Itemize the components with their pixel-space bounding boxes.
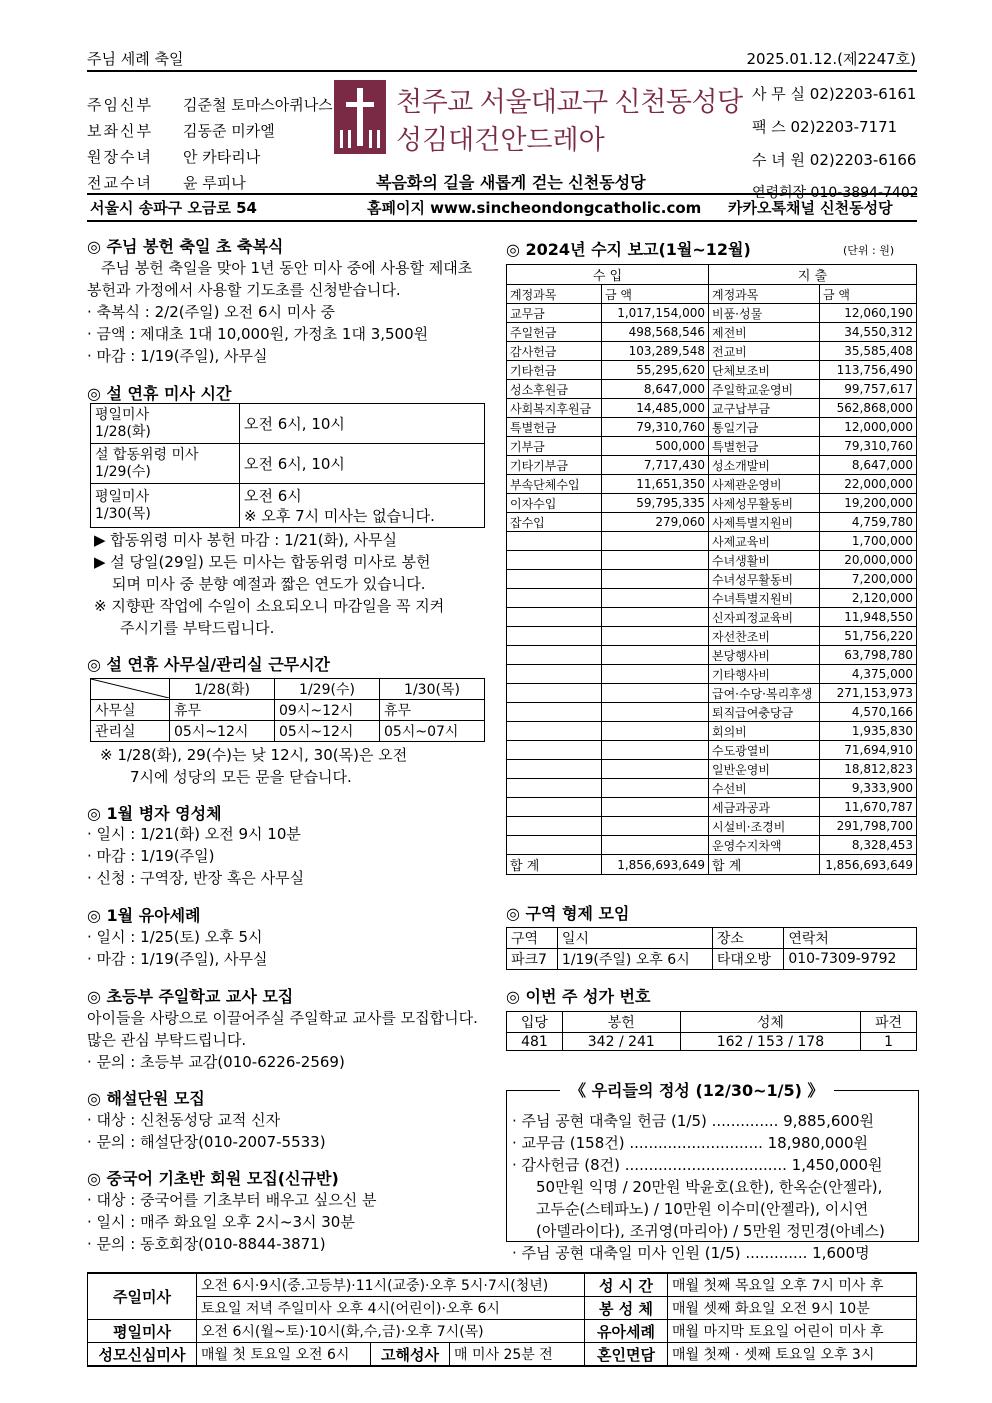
table-row xyxy=(507,608,917,627)
table-cell xyxy=(602,703,709,722)
table-cell: 8,328,453 xyxy=(820,836,917,855)
table-cell xyxy=(507,551,602,570)
table-cell: 평일미사 1/30(목) xyxy=(91,484,240,528)
diagonal-cell xyxy=(91,679,170,700)
table-row xyxy=(507,684,917,703)
section-items: · 일시 : 1/21(화) 오전 9시 10분 · 마감 : 1/19(주일) · 신청 : 구역장, 반장 혹은 사무실 xyxy=(87,825,305,887)
table-cell: 주일헌금 xyxy=(507,323,602,342)
table-cell: 99,757,617 xyxy=(820,380,917,399)
table-cell: 11,948,550 xyxy=(820,608,917,627)
table-cell: 18,812,823 xyxy=(820,760,917,779)
table-cell: 4,375,000 xyxy=(820,665,917,684)
footer-schedule: 주일미사 오전 6시·9시(중.고등부)·11시(교중)·오후 5시·7시(청년) 성 시 간 매월 첫째 목요일 오후 7시 미사 후 토요일 저녁 주일미사 오후 4시(어린이)·오후 6시 봉 성 체 매월 셋째 화요일 오전 9시 10분 평일미사 오전 6시(월~토)·10시(화,수,금)·오후 7시(목) 유아세례 매월 마지막 토요일 어린이 미사 후 성모신심미사 매월 첫 토요일 오전 6시 고해성사 매 미사 25분 전 혼인면담 매월 첫째 · 셋째 토요일 오후 3시 xyxy=(87,1272,917,1367)
table-cell: 평일미사 1/28(화) xyxy=(91,404,240,444)
table-cell xyxy=(602,741,709,760)
table-row xyxy=(507,665,917,684)
top-rule xyxy=(87,70,917,72)
address-rule-bottom xyxy=(87,220,917,222)
table-cell: 수도광열비 xyxy=(709,741,820,760)
table-cell xyxy=(602,589,709,608)
issue-date: 2025.01.12.(제2247호) xyxy=(746,50,916,68)
table-cell: 34,550,312 xyxy=(820,323,917,342)
table-cell: 20,000,000 xyxy=(820,551,917,570)
table-cell xyxy=(602,836,709,855)
offering-lines: · 주님 공현 대축일 헌금 (1/5) .............. 9,885,600원 · 교무금 (158건) ............................ 18,980,000원 · 감사헌금 (8건) .................................. 1,450,000원 50만원 익명 / 20만원 박윤호(요한), 한옥순(안젤라), 고두순(스테파노) / 10만원 이수미(안젤라), 이시연 (아델라이다), 조귀영(마리아) / 5만원 정민경(아녜스) · 주님 공현 대축일 미사 인원 (1/5) ............. 1,600명 xyxy=(512,1112,885,1262)
mass-notes: ▶ 합동위령 미사 봉헌 마감 : 1/21(화), 사무실 ▶ 설 당일(29일) 모든 미사는 합동위령 미사로 봉헌 되며 미사 중 분향 예절과 짧은 연도가 있습니다. ※ 지향판 작업에 수일이 소요되오니 마감일을 꼭 지켜 주시기를 부탁드립니다. xyxy=(94,531,445,637)
table-cell: 일반운영비 xyxy=(709,760,820,779)
table-cell: 63,798,780 xyxy=(820,646,917,665)
table-cell: 291,798,700 xyxy=(820,817,917,836)
table-cell: 기타기부금 xyxy=(507,456,602,475)
section-title: ◎ 1월 병자 영성체 xyxy=(87,804,222,823)
table-cell: 4,570,166 xyxy=(820,703,917,722)
table-cell: 자선찬조비 xyxy=(709,627,820,646)
table-cell: 55,295,620 xyxy=(602,361,709,380)
clergy-list xyxy=(87,92,333,196)
clergy-row: 전교수녀 윤 루피나 xyxy=(87,174,246,192)
table-cell: 이자수입 xyxy=(507,494,602,513)
table-cell: 1,935,830 xyxy=(820,722,917,741)
table-row xyxy=(507,779,917,798)
kakao-channel[interactable]: 카카오톡채널 신천동성당 xyxy=(728,199,893,217)
table-cell: 수녀생활비 xyxy=(709,551,820,570)
table-cell: 특별헌금 xyxy=(507,418,602,437)
table-cell xyxy=(507,703,602,722)
table-cell xyxy=(507,608,602,627)
table-cell: 교구납부금 xyxy=(709,399,820,418)
table-cell: 113,756,490 xyxy=(820,361,917,380)
table-cell: 설 합동위령 미사 1/29(수) xyxy=(91,444,240,484)
table-cell xyxy=(602,608,709,627)
section-title: ◎ 이번 주 성가 번호 xyxy=(506,987,651,1006)
table-cell: 주일학교운영비 xyxy=(709,380,820,399)
table-cell: 79,310,760 xyxy=(820,437,917,456)
table-cell: 기타헌금 xyxy=(507,361,602,380)
table-row xyxy=(507,646,917,665)
table-cell xyxy=(602,817,709,836)
table-cell: 562,868,000 xyxy=(820,399,917,418)
table-row xyxy=(507,494,917,513)
table-cell xyxy=(507,684,602,703)
clergy-row: 주임신부 김준철 토마스아퀴나스 xyxy=(87,96,333,114)
table-cell: 71,694,910 xyxy=(820,741,917,760)
table-cell: 11,670,787 xyxy=(820,798,917,817)
table-cell: 본당행사비 xyxy=(709,646,820,665)
table-cell xyxy=(602,570,709,589)
mass-time-table xyxy=(90,403,485,528)
table-cell: 전교비 xyxy=(709,342,820,361)
table-row xyxy=(507,570,917,589)
table-cell: 퇴직급여충당금 xyxy=(709,703,820,722)
table-cell: 279,060 xyxy=(602,513,709,532)
district-table: 구역 일시 장소 연락처 파크7 1/19(주일) 오후 6시 타대오방 010-7309-9792 xyxy=(506,927,917,970)
section-items: · 축복식 : 2/2(주일) 오전 6시 미사 중 · 금액 : 제대초 1대 10,000원, 가정초 1대 3,500원 · 마감 : 1/19(주일), 사무실 xyxy=(87,303,429,365)
table-cell: 271,153,973 xyxy=(820,684,917,703)
table-cell: 8,647,000 xyxy=(602,380,709,399)
table-row xyxy=(507,437,917,456)
table-cell: 103,289,548 xyxy=(602,342,709,361)
table-cell: 사제관운영비 xyxy=(709,475,820,494)
section-items: · 대상 : 신천동성당 교적 신자 · 문의 : 해설단장(010-2007-5533) xyxy=(87,1111,326,1151)
table-row xyxy=(507,399,917,418)
table-cell: 1,700,000 xyxy=(820,532,917,551)
table-cell xyxy=(602,722,709,741)
table-row xyxy=(507,513,917,532)
table-cell: 수선비 xyxy=(709,779,820,798)
table-cell xyxy=(507,570,602,589)
table-row xyxy=(507,456,917,475)
table-cell: 51,756,220 xyxy=(820,627,917,646)
contact-funeral: 연령회장 010-3894-7402 xyxy=(752,185,919,201)
table-cell: 7,200,000 xyxy=(820,570,917,589)
table-cell xyxy=(602,760,709,779)
table-cell: 신자피정교육비 xyxy=(709,608,820,627)
feast-name: 주님 세례 축일 xyxy=(87,50,184,68)
table-cell: 22,000,000 xyxy=(820,475,917,494)
table-cell: 운영수지차액 xyxy=(709,836,820,855)
table-cell: 오전 6시 ※ 오후 7시 미사는 없습니다. xyxy=(240,484,485,528)
table-cell xyxy=(507,589,602,608)
table-cell xyxy=(507,722,602,741)
table-cell xyxy=(602,551,709,570)
table-row xyxy=(507,361,917,380)
table-cell xyxy=(507,836,602,855)
table-cell: 4,759,780 xyxy=(820,513,917,532)
table-cell: 수녀성무활동비 xyxy=(709,570,820,589)
table-cell xyxy=(602,684,709,703)
table-cell xyxy=(602,779,709,798)
table-row xyxy=(507,418,917,437)
clergy-row: 보좌신부 김동준 미카엘 xyxy=(87,122,275,140)
contact-fax: 팩 스 02)2203-7171 xyxy=(752,118,898,136)
table-cell: 7,717,430 xyxy=(602,456,709,475)
section-title: ◎ 설 연휴 사무실/관리실 근무시간 xyxy=(87,655,331,674)
table-cell xyxy=(602,532,709,551)
table-cell: 세금과공과 xyxy=(709,798,820,817)
table-cell: 59,795,335 xyxy=(602,494,709,513)
table-cell xyxy=(507,646,602,665)
table-cell xyxy=(507,798,602,817)
table-cell xyxy=(507,627,602,646)
table-cell: 사제성무활동비 xyxy=(709,494,820,513)
table-cell: 11,651,350 xyxy=(602,475,709,494)
address: 서울시 송파구 오금로 54 xyxy=(90,199,257,217)
office-note: ※ 1/28(화), 29(수)는 낮 12시, 30(목)은 오전 7시에 성당의 모든 문을 닫습니다. xyxy=(100,746,408,786)
address-rule-top xyxy=(87,193,917,195)
table-cell: 14,485,000 xyxy=(602,399,709,418)
table-cell: 79,310,760 xyxy=(602,418,709,437)
section-title: ◎ 설 연휴 미사 시간 xyxy=(87,384,232,403)
section-title: ◎ 주님 봉헌 축일 초 축복식 xyxy=(87,237,284,256)
table-cell: 기타행사비 xyxy=(709,665,820,684)
contact-convent: 수 녀 원 02)2203-6166 xyxy=(752,151,917,169)
table-row xyxy=(507,817,917,836)
table-cell: 35,585,408 xyxy=(820,342,917,361)
section-title: ◎ 1월 유아세례 xyxy=(87,906,201,925)
section-items: · 문의 : 초등부 교감(010-6226-2569) xyxy=(87,1053,345,1071)
section-title: ◎ 초등부 주일학교 교사 모집 xyxy=(87,987,294,1006)
section-intro: 주님 봉헌 축일을 맞아 1년 동안 미사 중에 사용할 제대초 봉헌과 가정에서 사용할 기도초를 신청받습니다. xyxy=(87,259,473,299)
table-cell xyxy=(507,532,602,551)
table-row xyxy=(507,836,917,855)
table-row xyxy=(507,589,917,608)
church-logo xyxy=(334,80,386,154)
table-row xyxy=(507,551,917,570)
table-cell: 성소개발비 xyxy=(709,456,820,475)
table-row xyxy=(507,532,917,551)
table-cell: 1,017,154,000 xyxy=(602,304,709,323)
table-cell: 통일기금 xyxy=(709,418,820,437)
church-name: 천주교 서울대교구 신천동성당 xyxy=(396,87,743,117)
clergy-row: 원장수녀 안 카타리나 xyxy=(87,148,261,166)
table-row xyxy=(507,380,917,399)
table-row xyxy=(507,760,917,779)
table-cell xyxy=(507,741,602,760)
table-row xyxy=(507,741,917,760)
contact-list xyxy=(752,78,919,210)
table-cell: 12,060,190 xyxy=(820,304,917,323)
section-title: ◎ 중국어 기초반 회원 모집(신규반) xyxy=(87,1169,339,1188)
table-cell: 12,000,000 xyxy=(820,418,917,437)
table-cell: 성소후원금 xyxy=(507,380,602,399)
table-cell: 잡수입 xyxy=(507,513,602,532)
table-cell: 사회복지후원금 xyxy=(507,399,602,418)
table-cell: 9,333,900 xyxy=(820,779,917,798)
finance-table: 수 입 지 출 계정과목 금 액 계정과목 금 액 교무금 1,017,154,000 비품·성물 12,060,190 주일헌금 498,568,546 제전비 34,550,312 감사헌금 103,289,548 전교비 35,585,408 기타헌금 55,295,620 단체보조비 113,756,490 성소후원금 8,647,000 주일학교운영비 99,757,617 사회복지후원금 14,485,000 교구납부금 562,868,000 특별헌금 79,310,760 통일기금 12,000,000 기부금 500,000 특별헌금 79,310,760 기타기부금 7,717,430 성소개발비 8,647,000 부속단체수입 11,651,350 사제관운영비 22,000,000 이자수입 59,795,335 사제성무활동비 19,200,000 잡수입 279,060 사제특별지원비 4,759,780 사제교육비 1,700,000 수녀생활비 20,000,000 수녀성무활동비 7,200,000 수녀특별지원비 2,120,000 신자피정교육비 11,948,550 자선찬조비 51,756,220 본당행사비 63,798,780 기타행사비 4,375,000 급여·수당·복리후생 271,153,973 퇴직급여충당금 4,570,166 회의비 1,935,830 수도광열비 71,694,910 일반운영비 18,812,823 수선비 9,333,900 세금과공과 11,670,787 시설비·조경비 291,798,700 운영수지차액 8,328,453 합 계 1,856,693,649 합 계 1,856,693,649 xyxy=(506,264,917,875)
section-title: ◎ 해설단원 모집 xyxy=(87,1089,205,1108)
table-cell: 2,120,000 xyxy=(820,589,917,608)
table-row xyxy=(507,627,917,646)
church-patron: 성김대건안드레아 xyxy=(396,125,605,155)
table-cell: 교무금 xyxy=(507,304,602,323)
homepage-link[interactable]: 홈페이지 www.sincheondongcatholic.com xyxy=(367,199,702,217)
table-cell: 사제특별지원비 xyxy=(709,513,820,532)
table-cell: 19,200,000 xyxy=(820,494,917,513)
table-cell xyxy=(507,817,602,836)
section-title: ◎ 구역 형제 모임 xyxy=(506,904,630,923)
contact-office: 사 무 실 02)2203-6161 xyxy=(752,85,917,103)
table-cell: 498,568,546 xyxy=(602,323,709,342)
section-items: · 일시 : 1/25(토) 오후 5시 · 마감 : 1/19(주일), 사무실 xyxy=(87,928,268,968)
table-cell xyxy=(507,760,602,779)
table-row xyxy=(507,798,917,817)
section-title: ◎ 2024년 수지 보고(1월~12월) xyxy=(506,240,751,259)
table-cell: 감사헌금 xyxy=(507,342,602,361)
table-cell: 수녀특별지원비 xyxy=(709,589,820,608)
slogan: 복음화의 길을 새롭게 걷는 신천동성당 xyxy=(376,173,646,192)
table-cell: 시설비·조경비 xyxy=(709,817,820,836)
section-intro: 아이들을 사랑으로 이끌어주실 주일학교 교사를 모집합니다. 많은 관심 부탁드립니다. xyxy=(87,1009,478,1049)
unit-label: (단위 : 원) xyxy=(843,244,895,257)
table-cell xyxy=(602,627,709,646)
section-items: · 대상 : 중국어를 기초부터 배우고 싶으신 분 · 일시 : 매주 화요일 오후 2시~3시 30분 · 문의 : 동호회장(010-8844-3871) xyxy=(87,1191,377,1253)
table-row xyxy=(507,703,917,722)
table-cell: 제전비 xyxy=(709,323,820,342)
table-cell xyxy=(602,646,709,665)
table-cell: 8,647,000 xyxy=(820,456,917,475)
table-cell: 급여·수당·복리후생 xyxy=(709,684,820,703)
table-cell: 부속단체수입 xyxy=(507,475,602,494)
table-cell: 특별헌금 xyxy=(709,437,820,456)
hymn-table: 입당 봉헌 성체 파견 481 342 / 241 162 / 153 / 178 1 xyxy=(506,1011,917,1051)
table-cell: 회의비 xyxy=(709,722,820,741)
table-cell xyxy=(507,779,602,798)
table-cell: 비품·성물 xyxy=(709,304,820,323)
offering-title: 《 우리들의 정성 (12/30~1/5) 》 xyxy=(560,1078,834,1101)
office-hours-table: 1/28(화) 1/29(수) 1/30(목) 사무실 휴무 09시~12시 휴무 관리실 05시~12시 05시~12시 05시~07시 xyxy=(90,678,485,742)
table-cell: 500,000 xyxy=(602,437,709,456)
table-row xyxy=(507,342,917,361)
table-cell: 오전 6시, 10시 xyxy=(240,444,485,484)
table-row xyxy=(507,722,917,741)
table-row xyxy=(507,323,917,342)
table-cell xyxy=(602,665,709,684)
table-row xyxy=(507,475,917,494)
table-cell xyxy=(507,665,602,684)
table-row xyxy=(507,304,917,323)
table-cell: 기부금 xyxy=(507,437,602,456)
table-cell: 단체보조비 xyxy=(709,361,820,380)
table-cell xyxy=(602,798,709,817)
table-cell: 사제교육비 xyxy=(709,532,820,551)
table-cell: 오전 6시, 10시 xyxy=(240,404,485,444)
